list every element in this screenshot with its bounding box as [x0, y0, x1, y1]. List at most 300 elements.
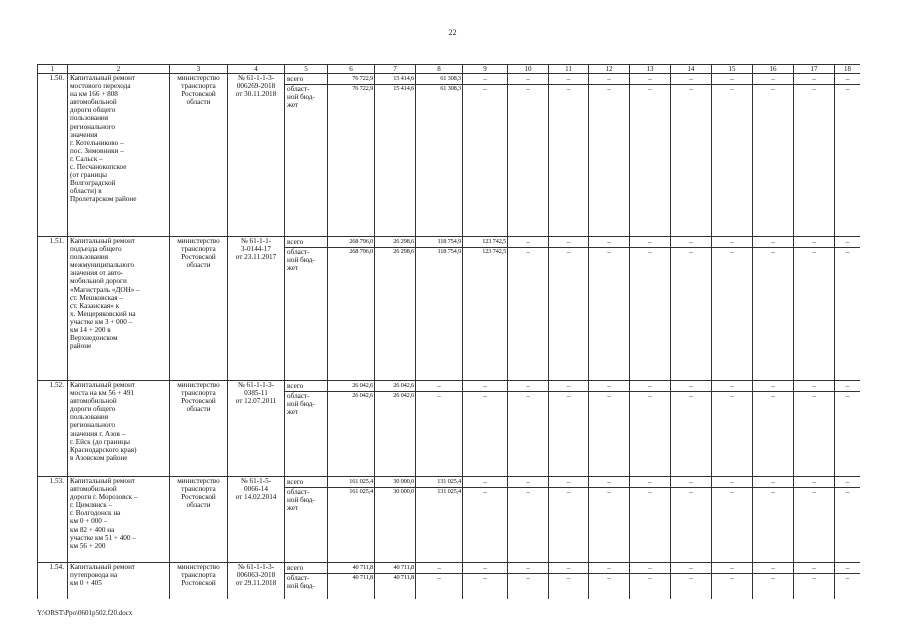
column-header: 7: [375, 65, 416, 74]
table-row: [38, 563, 861, 600]
value-total: –: [589, 477, 629, 488]
object-name-line: области) в: [70, 187, 102, 196]
document-ref: [228, 381, 285, 477]
value-cell: [463, 381, 508, 477]
source-budget-line: ной бюд-: [287, 256, 315, 265]
organization-line: транспорта: [181, 389, 216, 398]
value-budget: 76 722,9: [352, 85, 373, 92]
value-budget: 30 000,0: [393, 488, 414, 495]
object-name-line: дороги общего: [70, 106, 116, 115]
column-header: 15: [712, 65, 753, 74]
document-ref-line: № 61-1-1-3-: [237, 563, 275, 571]
value-cell: [835, 381, 861, 477]
value-total: –: [671, 563, 711, 574]
object-name-line: г. Сальск –: [70, 154, 103, 163]
value-budget: –: [730, 488, 734, 496]
value-cell: [671, 563, 712, 600]
funding-source: [285, 74, 328, 237]
object-name-line: Верхнедонском: [70, 334, 118, 343]
source-budget-line: ной бюд-: [287, 582, 315, 591]
column-header: 8: [416, 65, 463, 74]
object-name-line: пос. Зимовники –: [70, 146, 124, 155]
value-budget: –: [648, 488, 652, 496]
value-total: –: [630, 237, 670, 248]
source-budget-line: област-: [287, 488, 310, 496]
value-cell: [549, 381, 589, 477]
value-total: –: [671, 381, 711, 392]
object-name-line: значения от авто-: [70, 269, 124, 278]
object-name-line: Волгоградской: [70, 179, 116, 188]
document-ref-line: 0066-14: [244, 485, 268, 494]
value-budget: –: [845, 248, 850, 256]
value-total: –: [508, 563, 548, 574]
value-total: –: [712, 563, 752, 574]
organization-line: транспорта: [181, 82, 216, 91]
value-budget: –: [730, 574, 734, 582]
value-budget: –: [483, 488, 487, 496]
value-budget: –: [607, 85, 611, 93]
value-budget: –: [689, 392, 693, 400]
source-total: всего: [285, 381, 327, 392]
value-budget: –: [812, 392, 816, 400]
value-total: –: [416, 563, 462, 574]
organization-line: министерство: [177, 381, 220, 389]
value-total: 26 298,6: [375, 237, 415, 248]
organization-line: министерство: [177, 477, 220, 485]
value-cell: [589, 381, 630, 477]
column-header: 16: [753, 65, 794, 74]
value-cell: [463, 477, 508, 563]
organization-line: области: [186, 405, 211, 414]
value-total: –: [589, 381, 629, 392]
value-cell: [835, 74, 861, 237]
document-ref-line: от 14.02.2014: [235, 493, 277, 502]
object-name-line: Капитальный ремонт: [70, 381, 136, 389]
value-cell: [416, 381, 463, 477]
value-total: –: [463, 477, 507, 488]
object-name-line: г. Волгодонск на: [70, 509, 121, 518]
object-name-line: х. Мещеряковский на: [70, 309, 136, 318]
value-total: –: [508, 477, 548, 488]
object-name-line: автомобильной: [70, 485, 117, 494]
value-total: 76 722,9: [328, 74, 374, 85]
value-cell: [630, 477, 671, 563]
value-budget: –: [607, 248, 611, 256]
document-ref-line: 006063-2018: [236, 571, 276, 580]
value-budget: 15 414,6: [393, 85, 414, 92]
object-name-line: подъезда общего: [70, 245, 122, 254]
value-cell: [549, 477, 589, 563]
value-cell: [753, 477, 794, 563]
value-budget: –: [483, 85, 487, 93]
column-header: 12: [589, 65, 630, 74]
source-budget-line: ной бюд-: [287, 93, 315, 102]
value-budget: –: [771, 392, 775, 400]
object-name-line: районе: [70, 342, 92, 351]
value-budget: 131 025,4: [437, 488, 461, 495]
organization-line: Ростовской: [181, 579, 216, 588]
object-name: [68, 381, 170, 477]
object-name-line: автомобильной: [70, 397, 117, 406]
organization-line: области: [186, 261, 211, 270]
source-budget-line: област-: [287, 392, 310, 400]
value-cell: [753, 563, 794, 600]
value-total: –: [794, 381, 834, 392]
column-header: 9: [463, 65, 508, 74]
row-number: 1.50.: [38, 74, 68, 237]
column-header: 4: [228, 65, 285, 74]
source-budget-line: област-: [287, 248, 310, 256]
column-header: 14: [671, 65, 712, 74]
value-total: –: [508, 381, 548, 392]
object-name-line: моста на км 56 + 491: [70, 389, 135, 398]
value-total: –: [671, 74, 711, 85]
object-name-line: км 0 + 405: [70, 579, 102, 588]
organization-line: транспорта: [181, 245, 216, 254]
value-budget: –: [566, 574, 571, 582]
value-budget: 26 042,6: [352, 392, 373, 399]
value-total: –: [671, 237, 711, 248]
value-total: –: [835, 477, 860, 488]
source-budget-line: област-: [287, 85, 310, 93]
value-cell: [375, 381, 416, 477]
value-cell: [630, 74, 671, 237]
value-budget: –: [607, 574, 611, 582]
value-cell: [589, 477, 630, 563]
value-budget: –: [730, 248, 734, 256]
value-total: –: [589, 237, 629, 248]
object-name-line: км 56 + 200: [70, 541, 106, 550]
value-budget: –: [566, 248, 571, 256]
value-cell: [416, 237, 463, 381]
object-name-line: г. Ейск (до границы: [70, 437, 130, 446]
source-total: всего: [285, 563, 327, 574]
value-budget: –: [845, 574, 850, 582]
value-budget: –: [526, 248, 530, 256]
value-total: –: [794, 74, 834, 85]
source-budget-line: ной бюд-: [287, 400, 315, 409]
object-name-line: км 14 + 200 в: [70, 326, 111, 335]
column-header: 6: [328, 65, 375, 74]
value-total: 61 308,3: [416, 74, 462, 85]
value-cell: [630, 563, 671, 600]
organization: [170, 381, 228, 477]
page-number: 22: [448, 28, 457, 37]
value-total: –: [671, 477, 711, 488]
column-header: 1: [38, 65, 68, 74]
object-name-line: участке км 51 + 400 –: [70, 533, 136, 542]
table-row: [38, 477, 861, 563]
value-cell: [835, 563, 861, 600]
value-total: –: [712, 74, 752, 85]
funding-source: [285, 381, 328, 477]
value-cell: [753, 237, 794, 381]
source-budget-line: жет: [287, 504, 299, 513]
value-cell: [835, 477, 861, 563]
organization-line: министерство: [177, 563, 220, 571]
source-budget-line: ной бюд-: [287, 496, 315, 505]
object-name: [68, 563, 170, 600]
table-body: [38, 65, 861, 600]
value-budget: –: [526, 85, 530, 93]
document-ref-line: от 23.11.2017: [235, 253, 277, 262]
column-header: 10: [508, 65, 549, 74]
value-budget: –: [771, 85, 775, 93]
value-cell: [835, 237, 861, 381]
source-budget: [285, 85, 327, 109]
organization-line: области: [186, 98, 211, 107]
value-budget: 40 711,8: [352, 574, 373, 581]
value-cell: [416, 563, 463, 600]
value-total: 123 742,5: [463, 237, 507, 248]
value-cell: [549, 74, 589, 237]
column-header: 2: [68, 65, 170, 74]
value-cell: [753, 381, 794, 477]
funding-source: [285, 477, 328, 563]
organization-line: области: [186, 501, 211, 510]
source-total: всего: [285, 237, 327, 248]
value-total: –: [549, 563, 588, 574]
value-cell: [375, 477, 416, 563]
organization-line: транспорта: [181, 571, 216, 580]
value-budget: –: [812, 85, 816, 93]
value-total: –: [712, 381, 752, 392]
object-name-line: Капитальный ремонт: [70, 74, 136, 82]
object-name-line: г. Цимлянск –: [70, 501, 113, 510]
object-name-line: участке км 3 + 000 –: [70, 317, 133, 326]
value-cell: [589, 74, 630, 237]
value-budget: –: [648, 574, 652, 582]
value-total: 30 000,0: [375, 477, 415, 488]
row-number: 1.54.: [38, 563, 68, 600]
object-name-line: межмуниципального: [70, 261, 134, 270]
value-total: –: [794, 237, 834, 248]
value-total: –: [794, 477, 834, 488]
value-cell: [328, 477, 375, 563]
value-budget: 123 742,5: [482, 248, 506, 255]
value-total: –: [835, 381, 860, 392]
value-budget: –: [526, 574, 530, 582]
organization-line: Ростовской: [181, 253, 216, 262]
document-ref-line: № 61-1-5-: [240, 477, 272, 485]
value-total: –: [508, 74, 548, 85]
object-name-line: «Магистраль «ДОН» –: [70, 285, 140, 294]
value-cell: [328, 74, 375, 237]
value-budget: –: [689, 574, 693, 582]
value-total: –: [630, 74, 670, 85]
value-cell: [753, 74, 794, 237]
value-cell: [463, 237, 508, 381]
row-number: 1.51.: [38, 237, 68, 381]
object-name-line: регионального: [70, 421, 115, 430]
value-cell: [375, 74, 416, 237]
source-budget-line: жет: [287, 408, 299, 417]
value-total: –: [753, 477, 793, 488]
value-cell: [712, 563, 753, 600]
object-name-line: пользования: [70, 253, 109, 262]
document-ref-line: № 61-1-1-3-: [237, 74, 275, 82]
value-cell: [794, 477, 835, 563]
object-name: [68, 74, 170, 237]
value-cell: [328, 237, 375, 381]
value-total: –: [753, 74, 793, 85]
organization-line: транспорта: [181, 485, 216, 494]
value-total: –: [630, 477, 670, 488]
organization-line: Ростовской: [181, 493, 216, 502]
value-total: –: [589, 563, 629, 574]
source-budget: [285, 248, 327, 272]
source-total: всего: [285, 74, 327, 85]
funding-source: [285, 563, 328, 600]
value-budget: –: [689, 488, 693, 496]
table-row: [38, 74, 861, 237]
source-budget: [285, 488, 327, 512]
footer-path: Y:\ORST\Ppo\0601p502.f20.docx: [37, 609, 133, 617]
organization-line: министерство: [177, 74, 220, 82]
organization: [170, 74, 228, 237]
column-header: 11: [549, 65, 589, 74]
object-name-line: значения: [70, 130, 98, 139]
source-budget-line: жет: [287, 101, 299, 110]
value-cell: [794, 74, 835, 237]
value-total: –: [712, 237, 752, 248]
value-budget: –: [566, 488, 571, 496]
value-cell: [671, 477, 712, 563]
document-ref: [228, 563, 285, 600]
value-total: –: [835, 74, 860, 85]
object-name: [68, 477, 170, 563]
document-ref-line: № 61-1-1-: [240, 237, 272, 245]
organization: [170, 237, 228, 381]
column-header: 3: [170, 65, 228, 74]
value-budget: –: [483, 392, 487, 400]
object-name-line: значения г. Азов –: [70, 429, 126, 438]
object-name-line: на км 166 + 808: [70, 90, 118, 99]
value-budget: –: [771, 488, 775, 496]
value-cell: [549, 237, 589, 381]
value-total: –: [835, 563, 860, 574]
value-cell: [794, 381, 835, 477]
value-budget: 26 298,6: [393, 248, 414, 255]
value-cell: [328, 563, 375, 600]
value-total: –: [549, 237, 588, 248]
object-name-line: Пролетарском районе: [70, 195, 137, 204]
value-budget: –: [648, 248, 652, 256]
value-budget: 268 796,0: [349, 248, 373, 255]
value-total: –: [549, 477, 588, 488]
value-cell: [508, 237, 549, 381]
source-budget-line: област-: [287, 574, 310, 582]
document-ref-line: от 30.11.2018: [235, 90, 277, 99]
object-name-line: мостового перехода: [70, 82, 131, 91]
value-budget: –: [526, 392, 530, 400]
value-total: –: [794, 563, 834, 574]
value-budget: –: [483, 574, 487, 582]
value-cell: [630, 237, 671, 381]
value-total: –: [753, 237, 793, 248]
value-budget: –: [845, 85, 850, 93]
value-budget: 61 308,3: [440, 85, 461, 92]
value-cell: [589, 237, 630, 381]
value-budget: –: [437, 574, 441, 582]
value-budget: 26 042,6: [393, 392, 414, 399]
value-total: 40 711,8: [328, 563, 374, 574]
value-cell: [549, 563, 589, 600]
row-number: 1.53.: [38, 477, 68, 563]
value-cell: [508, 563, 549, 600]
value-total: –: [630, 381, 670, 392]
object-name-line: дороги общего: [70, 405, 116, 414]
row-number: 1.52.: [38, 381, 68, 477]
object-name: [68, 237, 170, 381]
object-name-line: дороги г. Морозовск –: [70, 493, 138, 502]
value-cell: [671, 74, 712, 237]
value-total: –: [549, 381, 588, 392]
value-total: 118 754,9: [416, 237, 462, 248]
value-budget: –: [812, 248, 816, 256]
object-name-line: г. Котельниково –: [70, 138, 124, 147]
document-ref-line: 3-0144-17: [241, 245, 271, 254]
source-budget: [285, 392, 327, 416]
value-total: –: [753, 381, 793, 392]
value-budget: –: [648, 85, 652, 93]
value-total: –: [508, 237, 548, 248]
value-cell: [630, 381, 671, 477]
value-total: 161 025,4: [328, 477, 374, 488]
value-budget: –: [845, 488, 850, 496]
value-cell: [328, 381, 375, 477]
organization-line: министерство: [177, 237, 220, 245]
value-cell: [794, 237, 835, 381]
object-name-line: км 0 + 000 –: [70, 517, 108, 526]
value-budget: –: [845, 392, 850, 400]
table-row: [38, 237, 861, 381]
value-total: –: [416, 381, 462, 392]
value-budget: –: [812, 574, 816, 582]
object-name-line: ст. Казанская» к: [70, 301, 120, 310]
organization-line: Ростовской: [181, 397, 216, 406]
value-total: –: [589, 74, 629, 85]
header-row: [38, 65, 861, 74]
object-name-line: в Азовском районе: [70, 453, 128, 462]
object-name-line: Капитальный ремонт: [70, 237, 136, 245]
object-name-line: пользования: [70, 413, 109, 422]
value-cell: [712, 74, 753, 237]
value-total: 26 042,6: [328, 381, 374, 392]
value-budget: –: [771, 248, 775, 256]
organization: [170, 477, 228, 563]
column-header: 18: [835, 65, 861, 74]
document-ref-line: от 12.07.2011: [235, 397, 277, 406]
value-budget: –: [607, 392, 611, 400]
object-name-line: автомобильной: [70, 98, 117, 107]
value-cell: [375, 563, 416, 600]
value-budget: 161 025,4: [349, 488, 373, 495]
object-name-line: км 82 + 400 на: [70, 525, 115, 534]
value-cell: [712, 237, 753, 381]
value-cell: [671, 237, 712, 381]
value-cell: [375, 237, 416, 381]
value-total: 15 414,6: [375, 74, 415, 85]
value-total: 26 042,6: [375, 381, 415, 392]
column-header: 13: [630, 65, 671, 74]
document-ref: [228, 477, 285, 563]
object-name-line: пользования: [70, 114, 109, 123]
object-name-line: с. Песчанокопское: [70, 163, 127, 172]
value-cell: [508, 381, 549, 477]
organization: [170, 563, 228, 600]
organization-line: Ростовской: [181, 90, 216, 99]
